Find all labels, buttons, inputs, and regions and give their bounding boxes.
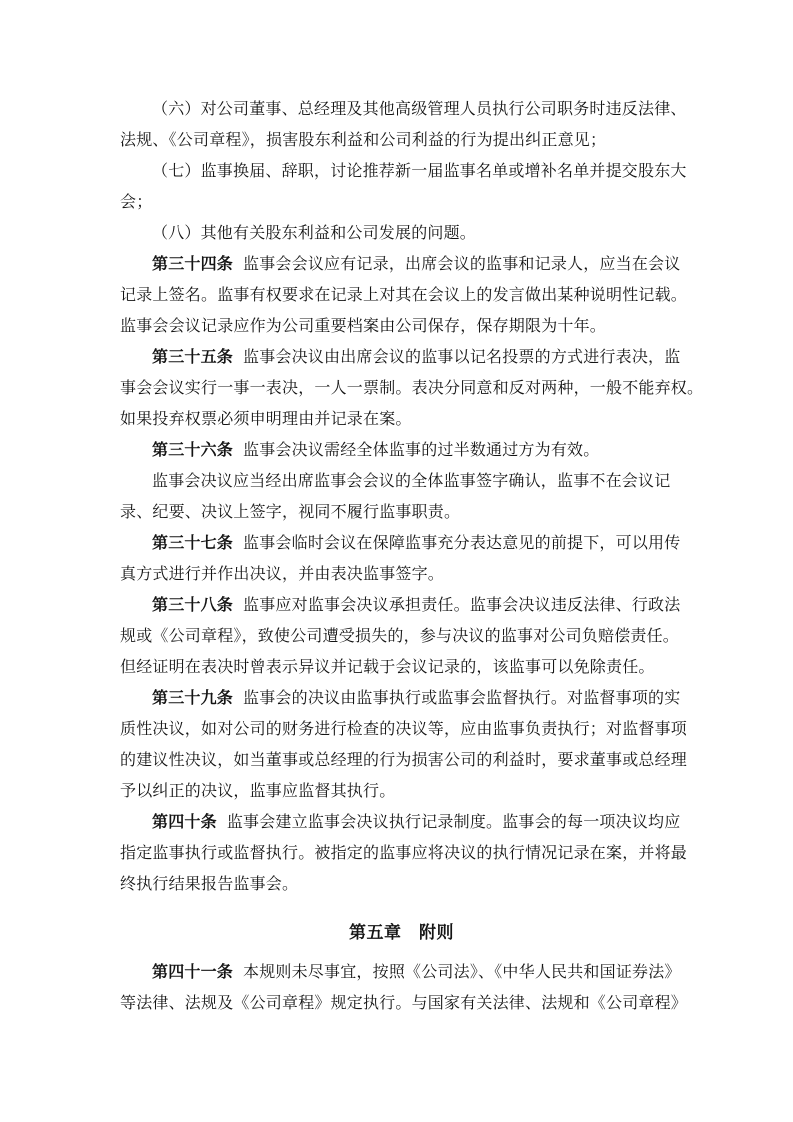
text-line xyxy=(120,745,688,776)
line-text: 的建议性决议，如当董事或总经理的行为损害公司的利益时，要求董事或总经理 xyxy=(120,752,688,769)
text-line xyxy=(120,187,683,218)
article-number: 第四十一条 xyxy=(152,964,234,981)
line-text: 第五章 附则 xyxy=(349,923,454,942)
paragraph xyxy=(120,957,688,1019)
text-line xyxy=(120,497,683,528)
line-text: 事会会议实行一事一表决，一人一票制。表决分同意和反对两种，一般不能弃权。 xyxy=(120,380,704,397)
line-text: 终执行结果报告监事会。 xyxy=(120,876,299,893)
line-text: 予以纠正的决议，监事应监督其执行。 xyxy=(120,783,396,800)
line-text: （八）其他有关股东利益和公司发展的问题。 xyxy=(152,225,477,242)
line-text: 如果投弃权票必须申明理由并记录在案。 xyxy=(120,411,412,428)
line-text: 监事会临时会议在保障监事充分表达意见的前提下，可以用传 xyxy=(243,535,681,552)
line-text: 记录上签名。监事有权要求在记录上对其在会议上的发言做出某种说明性记载。 xyxy=(120,287,688,304)
text-line xyxy=(120,917,683,948)
paragraph xyxy=(120,528,683,590)
line-text: 监事会会议记录应作为公司重要档案由公司保存，保存期限为十年。 xyxy=(120,318,607,335)
text-line xyxy=(120,652,683,683)
line-text: 真方式进行并作出决议，并由表决监事签字。 xyxy=(120,566,445,583)
paragraph xyxy=(120,218,683,249)
paragraph xyxy=(120,342,704,435)
text-line xyxy=(120,988,688,1019)
paragraph xyxy=(120,466,683,528)
text-line xyxy=(120,528,683,559)
paragraph xyxy=(120,156,687,218)
article-number: 第三十四条 xyxy=(152,256,234,273)
line-text: （七）监事换届、辞职，讨论推荐新一届监事名单或增补名单并提交股东大 xyxy=(152,163,687,180)
paragraph xyxy=(120,435,683,466)
text-line xyxy=(120,218,683,249)
line-text: 但经证明在表决时曾表示异议并记载于会议记录的，该监事可以免除责任。 xyxy=(120,659,655,676)
line-text: 会； xyxy=(120,194,153,211)
line-text: 规或《公司章程》，致使公司遭受损失的，参与决议的监事对公司负赔偿责任。 xyxy=(120,628,680,645)
text-line xyxy=(120,435,683,466)
line-text: 监事会建立监事会决议执行记录制度。监事会的每一项决议均应 xyxy=(226,814,681,831)
line-text: 监事应对监事会决议承担责任。监事会决议违反法律、行政法 xyxy=(243,597,681,614)
text-line xyxy=(120,342,683,373)
paragraph xyxy=(120,94,687,156)
text-line xyxy=(120,683,683,714)
text-line xyxy=(120,156,687,187)
line-text: 本规则未尽事宜，按照《公司法》、《中华人民共和国证券法》 xyxy=(243,964,681,981)
line-text: 质性决议，如对公司的财务进行检查的决议等，应由监事负责执行；对监督事项 xyxy=(120,721,688,738)
text-line xyxy=(120,714,688,745)
article-number: 第三十六条 xyxy=(152,442,234,459)
text-line xyxy=(120,373,704,404)
paragraph xyxy=(120,590,683,683)
chapter-heading xyxy=(120,917,683,948)
line-text: 法规、《公司章程》，损害股东利益和公司利益的行为提出纠正意见； xyxy=(120,132,607,149)
line-text: 监事会会议应有记录，出席会议的监事和记录人，应当在会议 xyxy=(243,256,681,273)
text-line xyxy=(120,807,683,838)
article-number: 第三十八条 xyxy=(152,597,234,614)
text-line xyxy=(120,957,683,988)
article-number: 第三十五条 xyxy=(152,349,234,366)
text-line xyxy=(120,838,688,869)
line-text: （六）对公司董事、总经理及其他高级管理人员执行公司职务时违反法律、 xyxy=(152,101,687,118)
line-text: 等法律、法规及《公司章程》规定执行。与国家有关法律、法规和《公司章程》 xyxy=(120,995,688,1012)
text-line xyxy=(120,404,683,435)
text-line xyxy=(120,466,683,497)
paragraph xyxy=(120,683,688,807)
article-number: 第三十九条 xyxy=(152,690,234,707)
text-line xyxy=(120,125,683,156)
line-text: 录、纪要、决议上签字，视同不履行监事职责。 xyxy=(120,504,461,521)
line-text: 监事会决议需经全体监事的过半数通过方为有效。 xyxy=(243,442,600,459)
article-number: 第三十七条 xyxy=(152,535,234,552)
line-text: 监事会决议应当经出席监事会会议的全体监事签字确认，监事不在会议记 xyxy=(152,473,671,490)
text-line xyxy=(120,559,683,590)
paragraph xyxy=(120,249,688,342)
article-number: 第四十条 xyxy=(152,814,217,831)
line-text: 监事会的决议由监事执行或监事会监督执行。对监督事项的实 xyxy=(243,690,681,707)
text-line xyxy=(120,94,687,125)
document-content xyxy=(120,94,704,1019)
text-line xyxy=(120,311,683,342)
paragraph xyxy=(120,807,688,900)
text-line xyxy=(120,590,683,621)
line-text: 指定监事执行或监督执行。被指定的监事应将决议的执行情况记录在案，并将最 xyxy=(120,845,688,862)
text-line xyxy=(120,280,688,311)
text-line xyxy=(120,249,683,280)
line-text: 监事会决议由出席会议的监事以记名投票的方式进行表决，监 xyxy=(243,349,681,366)
text-line xyxy=(120,869,683,900)
text-line xyxy=(120,621,683,652)
text-line xyxy=(120,776,683,807)
